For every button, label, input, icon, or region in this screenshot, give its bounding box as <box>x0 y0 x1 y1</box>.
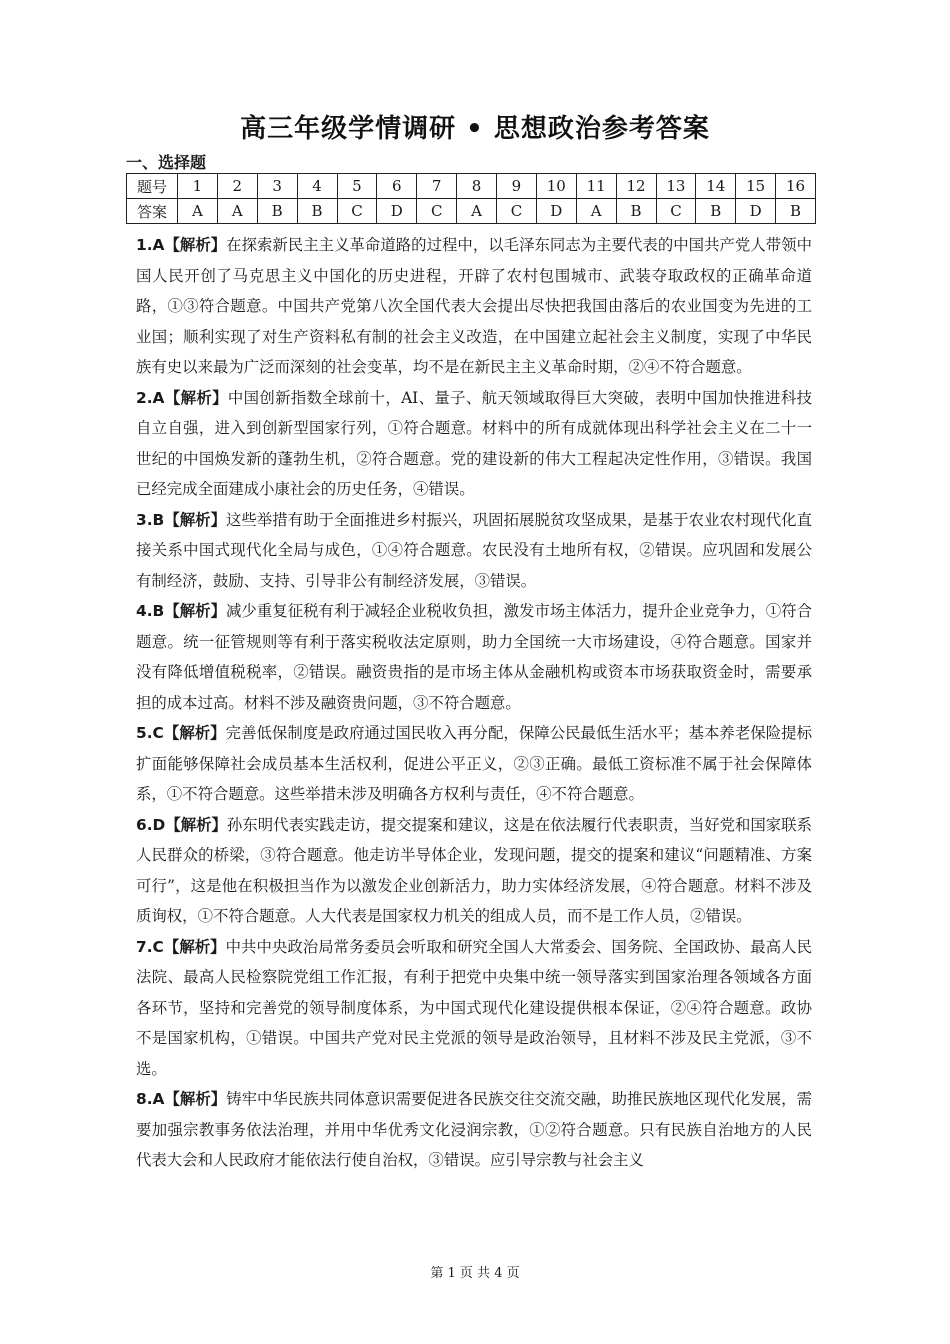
answer-cell: A <box>217 199 257 224</box>
question-number: 12 <box>616 174 656 199</box>
row-label: 题号 <box>127 174 178 199</box>
section-title: 一、选择题 <box>126 153 207 172</box>
explanation-text: 中国创新指数全球前十，AI、量子、航天领域取得巨大突破，表明中国加快推进科技自立自强，进入到创新型国家行列，①符合题意。材料中的所有成就体现出科学社会主义在二十一世纪的中国焕发新的蓬勃生机，②符合题意。党的建设新的伟大工程起决定性作用，③错误。我国已经完成全面建成小康社会的历史任务，④错误。 <box>136 388 812 498</box>
answer-row <box>127 199 816 224</box>
explanation-text: 孙东明代表实践走访，提交提案和建议，这是在依法履行代表职责，当好党和国家联系人民群众的桥梁，③符合题意。他走访半导体企业，发现问题，提交的提案和建议“问题精准、方案可行”，这是他在积极担当作为以激发企业创新活力，助力实体经济发展，④符合题意。材料不涉及质询权，①不符合题意。人大代表是国家权力机关的组成人员，而不是工作人员，②错误。 <box>136 815 812 925</box>
question-number: 6 <box>377 174 417 199</box>
question-number: 3 <box>257 174 297 199</box>
question-number: 9 <box>497 174 537 199</box>
question-number: 15 <box>736 174 776 199</box>
explanation-paragraph <box>136 932 812 1085</box>
row-label: 答案 <box>127 199 178 224</box>
answer-cell: C <box>497 199 537 224</box>
question-number: 4 <box>297 174 337 199</box>
answer-cell: B <box>616 199 656 224</box>
question-label: 3.B【解析】 <box>136 510 227 529</box>
answer-cell: D <box>377 199 417 224</box>
answer-cell: B <box>696 199 736 224</box>
question-number: 16 <box>776 174 816 199</box>
page-title: 高三年级学情调研 • 思想政治参考答案 <box>240 114 710 144</box>
answer-cell: A <box>576 199 616 224</box>
answer-cell: B <box>297 199 337 224</box>
explanation-paragraph <box>136 505 812 597</box>
page-footer: 第 1 页 共 4 页 <box>430 1266 520 1281</box>
question-number: 10 <box>536 174 576 199</box>
answer-cell: A <box>178 199 218 224</box>
question-label: 1.A【解析】 <box>136 236 227 254</box>
question-number: 5 <box>337 174 377 199</box>
question-number: 14 <box>696 174 736 199</box>
question-number: 13 <box>656 174 696 199</box>
answer-cell: D <box>536 199 576 224</box>
explanation-text: 减少重复征税有利于减轻企业税收负担，激发市场主体活力，提升企业竞争力，①符合题意。统一征管规则等有利于落实税收法定原则，助力全国统一大市场建设，④符合题意。国家并没有降低增值税税率，②错误。融资贵指的是市场主体从金融机构或资本市场获取资金时，需要承担的成本过高。材料不涉及融资贵问题，③不符合题意。 <box>136 602 812 712</box>
question-label: 6.D【解析】 <box>136 815 227 834</box>
question-label: 2.A【解析】 <box>136 388 228 407</box>
explanation-text: 完善低保制度是政府通过国民收入再分配，保障公民最低生活水平；基本养老保险提标扩面能够保障社会成员基本生活权利，促进公平正义，②③正确。最低工资标准不属于社会保障体系，①不符合题意。这些举措未涉及明确各方权利与责任，④不符合题意。 <box>136 724 812 803</box>
question-label: 8.A【解析】 <box>136 1090 227 1108</box>
answer-cell: A <box>457 199 497 224</box>
answer-cell: B <box>257 199 297 224</box>
explanation-paragraph <box>136 383 812 505</box>
question-number: 11 <box>576 174 616 199</box>
answer-table <box>126 173 816 224</box>
explanation-text: 这些举措有助于全面推进乡村振兴，巩固拓展脱贫攻坚成果，是基于农业农村现代化直接关系中国式现代化全局与成色，①④符合题意。农民没有土地所有权，②错误。应巩固和发展公有制经济，鼓励、支持、引导非公有制经济发展，③错误。 <box>136 510 812 590</box>
explanation-paragraph <box>136 1084 812 1176</box>
question-number: 8 <box>457 174 497 199</box>
question-label: 5.C【解析】 <box>136 724 226 742</box>
question-number: 7 <box>417 174 457 199</box>
explanation-text: 中共中央政治局常务委员会听取和研究全国人大常委会、国务院、全国政协、最高人民法院、最高人民检察院党组工作汇报，有利于把党中央集中统一领导落实到国家治理各领域各方面各环节，坚持和完善党的领导制度体系，为中国式现代化建设提供根本保证，②④符合题意。政协不是国家机构，①错误。中国共产党对民主党派的领导是政治领导，且材料不涉及民主党派，③不选。 <box>136 937 812 1078</box>
explanation-paragraph <box>136 230 812 383</box>
explanation-paragraph <box>136 596 812 718</box>
answer-cell: C <box>337 199 377 224</box>
explanations <box>136 230 812 1176</box>
question-number: 2 <box>217 174 257 199</box>
answer-cell: D <box>736 199 776 224</box>
explanation-paragraph <box>136 718 812 810</box>
explanation-text: 在探索新民主主义革命道路的过程中，以毛泽东同志为主要代表的中国共产党人带领中国人民开创了马克思主义中国化的历史进程，开辟了农村包围城市、武装夺取政权的正确革命道路，①③符合题意。中国共产党第八次全国代表大会提出尽快把我国由落后的农业国变为先进的工业国；顺利实现了对生产资料私有制的社会主义改造，在中国建立起社会主义制度，实现了中华民族有史以来最为广泛而深刻的社会变革，均不是在新民主主义革命时期，②④不符合题意。 <box>136 236 812 376</box>
explanation-text: 铸牢中华民族共同体意识需要促进各民族交往交流交融，助推民族地区现代化发展，需要加强宗教事务依法治理，并用中华优秀文化浸润宗教，①②符合题意。只有民族自治地方的人民代表大会和人民政府才能依法行使自治权，③错误。应引导宗教与社会主义 <box>136 1090 812 1169</box>
question-number: 1 <box>178 174 218 199</box>
answer-cell: C <box>417 199 457 224</box>
question-label: 7.C【解析】 <box>136 937 226 956</box>
question-label: 4.B【解析】 <box>136 602 227 620</box>
question-number-row <box>127 174 816 199</box>
explanation-paragraph <box>136 810 812 932</box>
answer-cell: B <box>776 199 816 224</box>
answer-cell: C <box>656 199 696 224</box>
